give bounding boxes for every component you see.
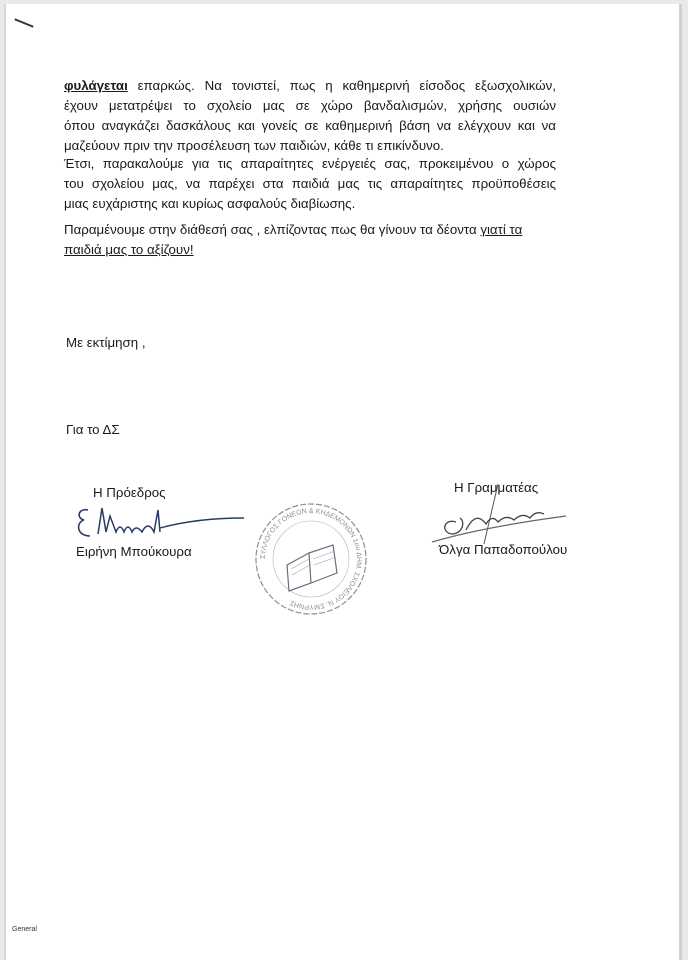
paragraph-line: Έτσι, παρακαλούμε για τις απαραίτητες ενέργειές σας, προκειμένου ο χώρος [64,156,556,171]
paragraph-security [64,76,556,156]
underlined-text: γιατί τα [480,222,523,237]
paragraph-request [64,154,556,214]
paragraph-line: του σχολείου μας, να παρέχει στα παιδιά μας τις απαραίτητες προϋποθέσεις [64,176,556,191]
secretary-name: Όλγα Παπαδοπούλου [439,542,568,557]
closing-salutation: Με εκτίμηση , [66,335,146,350]
document-page [4,4,682,960]
paragraph-line: μιας ευχάριστης και κυρίως ασφαλούς διαβίωσης. [64,196,356,211]
svg-text:ΣΥΛΛΟΓΟΣ ΓΟΝΕΩΝ & ΚΗΔΕΜΟΝΩΝ 1ο [260,508,362,610]
paragraph-line: όπου αναγκάζει δασκάλους και γονείς σε καθημερινή βάση να ελέγχουν και να [64,118,556,133]
staple-mark [14,18,33,27]
for-board-label: Για το ΔΣ [66,422,120,437]
secretary-signature-icon [426,484,576,546]
underlined-text: παιδιά μας το αξίζουν! [64,242,194,257]
paragraph-line: επαρκώς. Να τονιστεί, πως η καθημερινή είσοδος εξωσχολικών, [127,78,556,93]
president-name: Ειρήνη Μπούκουρα [76,544,192,559]
paragraph-line: έχουν μετατρέψει το σχολείο μας σε χώρο βανδαλισμών, χρήσης ουσιών [64,98,556,113]
secretary-role: Η Γραμματέας [454,480,539,495]
association-stamp-icon [251,499,371,619]
emphasized-word: φυλάγεται [64,78,128,93]
sensitivity-label: General [12,926,37,933]
president-role: Η Πρόεδρος [93,485,166,500]
paragraph-line: μαζεύουν πριν την προσέλευση των παιδιών, κάθε τι επικίνδυνο. [64,138,444,153]
paragraph-text: Παραμένουμε στην διάθεσή σας , ελπίζοντας πως θα γίνουν τα δέοντα [64,222,481,237]
paragraph-availability [64,220,556,260]
president-signature-icon [72,502,252,546]
stamp-text: ΣΥΛΛΟΓΟΣ ΓΟΝΕΩΝ & ΚΗΔΕΜΟΝΩΝ 1ου ΔΗΜ. ΣΧΟΛΕΙΟΥ Ν. ΣΜΥΡΝΗΣ [259,507,363,611]
